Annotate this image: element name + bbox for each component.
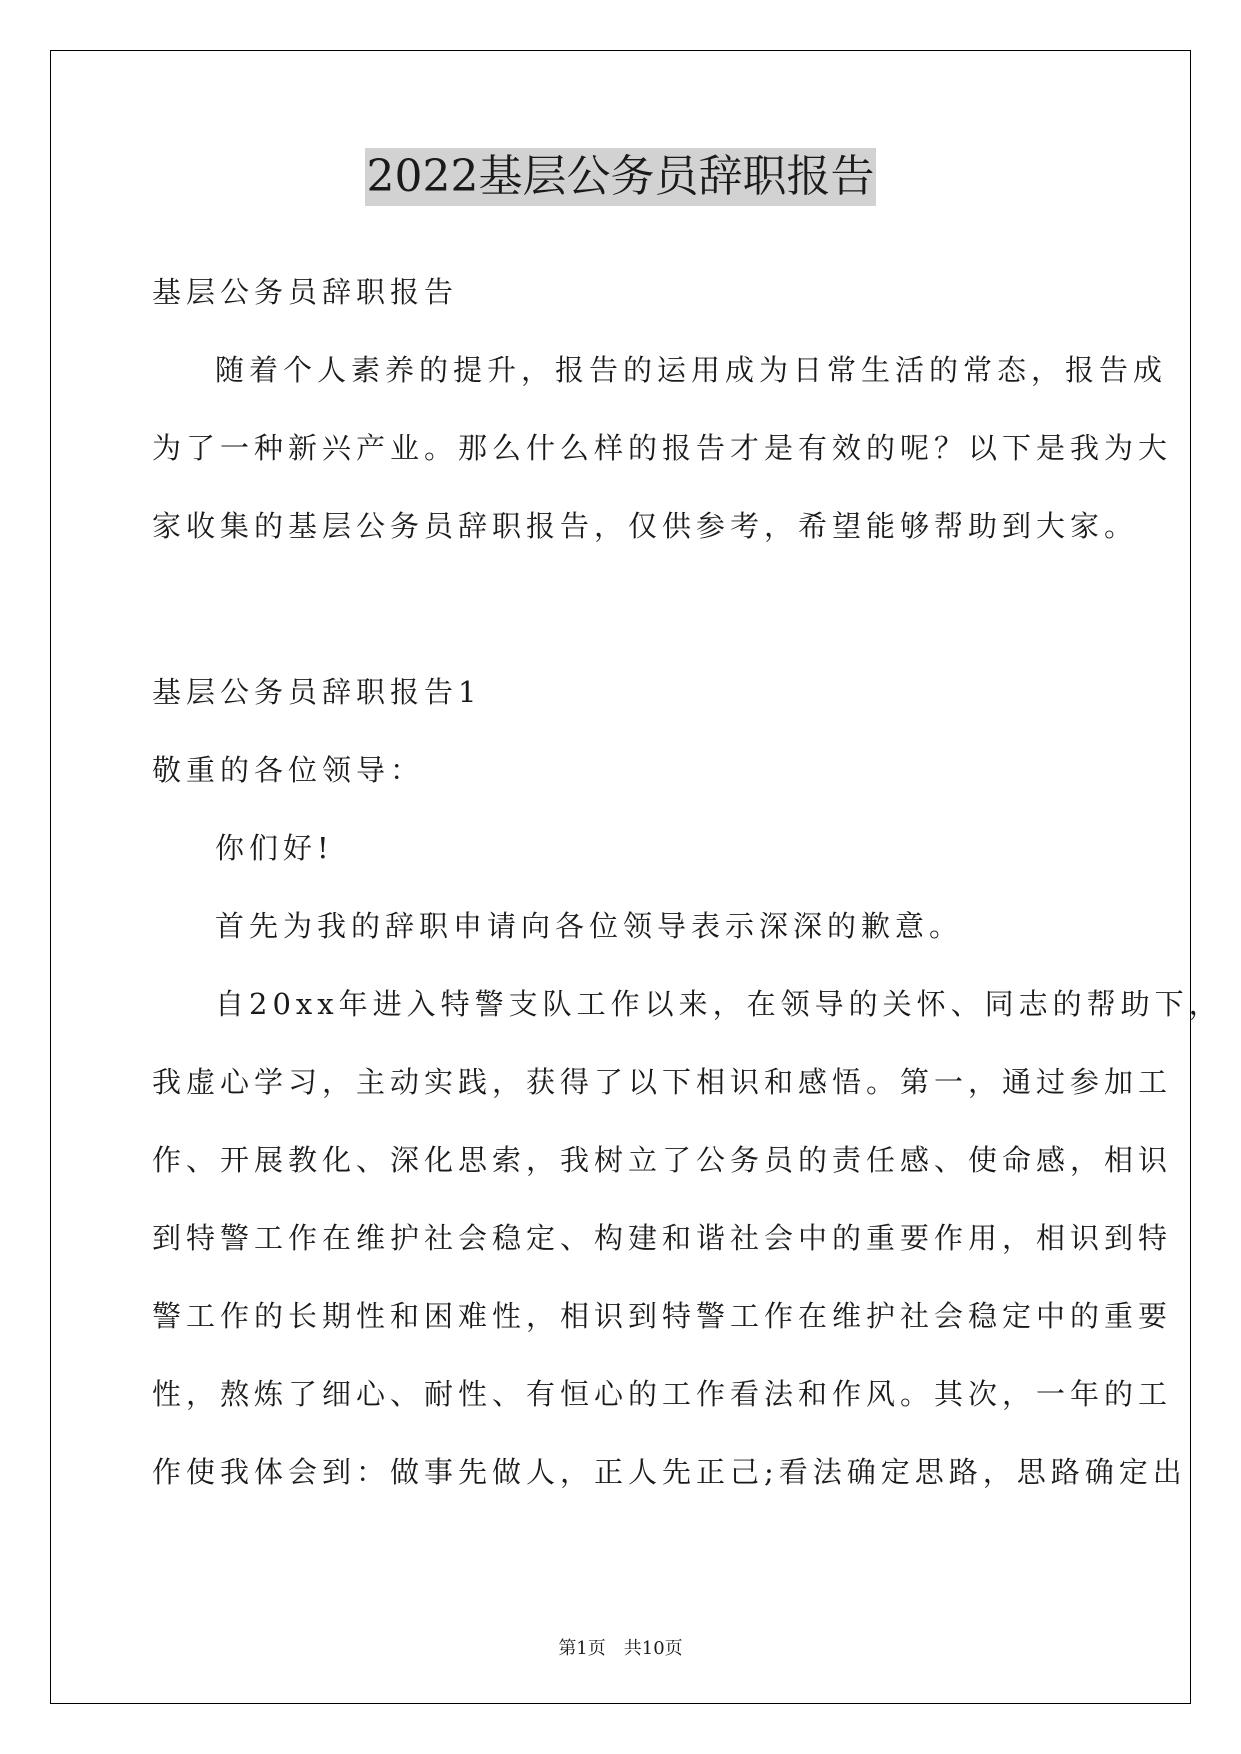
document-title: 2022基层公务员辞职报告 [365, 148, 877, 206]
paragraph-line: 首先为我的辞职申请向各位领导表示深深的歉意。 [215, 909, 964, 943]
paragraph-line: 性，熬炼了细心、耐性、有恒心的工作看法和作风。其次，一年的工 [152, 1377, 1173, 1411]
paragraph-line: 随着个人素养的提升，报告的运用成为日常生活的常态，报告成 [215, 353, 1168, 387]
greeting: 你们好! [215, 831, 334, 865]
paragraph-line: 到特警工作在维护社会稳定、构建和谐社会中的重要作用，相识到特 [152, 1221, 1173, 1255]
paragraph-line: 作、开展教化、深化思索，我树立了公务员的责任感、使命感，相识 [152, 1143, 1173, 1177]
title-container [0, 148, 1241, 206]
paragraph-line: 家收集的基层公务员辞职报告，仅供参考，希望能够帮助到大家。 [152, 509, 1139, 543]
salutation: 敬重的各位领导： [152, 753, 425, 787]
section-heading: 基层公务员辞职报告1 [152, 675, 482, 709]
paragraph-line: 作使我体会到：做事先做人，正人先正己;看法确定思路，思路确定出 [152, 1455, 1187, 1489]
subtitle-line: 基层公务员辞职报告 [152, 275, 459, 309]
paragraph-line: 警工作的长期性和困难性，相识到特警工作在维护社会稳定中的重要 [152, 1299, 1173, 1333]
paragraph-line: 为了一种新兴产业。那么什么样的报告才是有效的呢？以下是我为大 [152, 431, 1173, 465]
paragraph-line: 我虚心学习，主动实践，获得了以下相识和感悟。第一，通过参加工 [152, 1065, 1173, 1099]
paragraph-line: 自20xx年进入特警支队工作以来，在领导的关怀、同志的帮助下， [215, 987, 1223, 1021]
page-number: 第1页 共10页 [558, 1638, 683, 1659]
